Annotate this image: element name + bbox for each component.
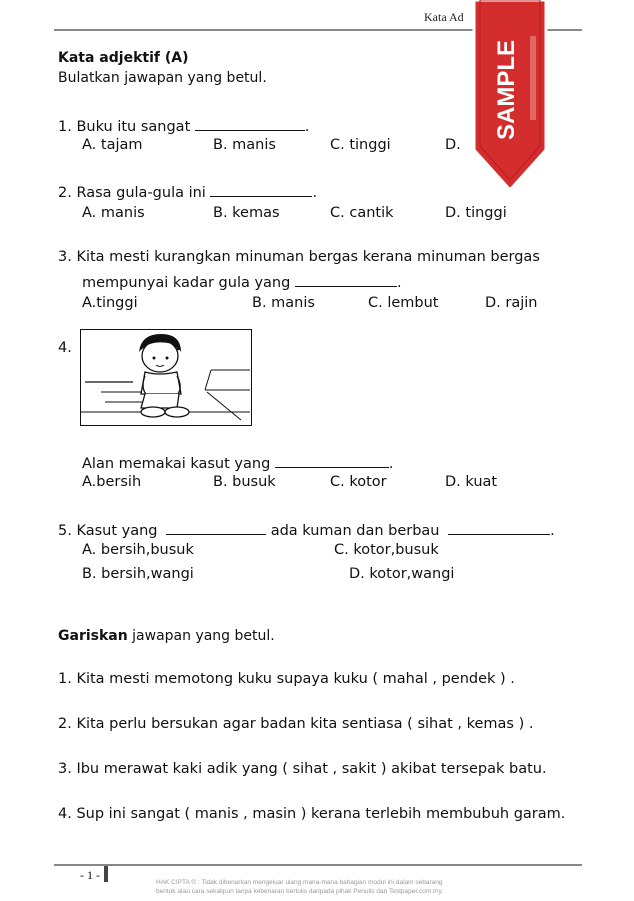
option-5a[interactable]: A. bersih,busuk [82, 542, 194, 558]
copyright-line-2: bentuk atau cara sekalipun tanpa kebenaran bertulis daripada pihak Penulis dan Testpaper.com.my. [156, 888, 444, 895]
option-4d[interactable]: D. kuat [445, 474, 498, 490]
option-2d[interactable]: D. tinggi [445, 205, 507, 221]
section-b-rest: jawapan yang betul. [127, 628, 275, 644]
question-1-tail: . [304, 119, 310, 135]
question-4-stem: Alan memakai kasut yang [82, 456, 271, 472]
option-1a[interactable]: A. tajam [82, 137, 143, 153]
footer-divider [54, 864, 582, 866]
option-1d[interactable]: D. [445, 137, 461, 153]
copyright-line-1: HAK CIPTA © : Tidak dibenarkan mengeluar ulang mana-mana bahagian modul ini dalam sebarang [156, 879, 443, 886]
option-4a[interactable]: A.bersih [82, 474, 142, 490]
question-1-stem: 1. Buku itu sangat [58, 119, 191, 135]
underline-item-1: 1. Kita mesti memotong kuku supaya kuku ( mahal , pendek ) . [58, 671, 515, 687]
question-3-line-1: 3. Kita mesti kurangkan minuman bergas kerana minuman bergas [58, 249, 540, 265]
underline-item-2: 2. Kita perlu bersukan agar badan kita sentiasa ( sihat , kemas ) . [58, 716, 534, 732]
question-4-number: 4. [58, 340, 72, 356]
option-3c[interactable]: C. lembut [368, 295, 439, 311]
stamp-subline [530, 36, 536, 120]
option-2b[interactable]: B. kemas [213, 205, 280, 221]
question-4-sentence [82, 453, 394, 472]
underline-item-4: 4. Sup ini sangat ( manis , masin ) kerana terlebih membubuh garam. [58, 806, 566, 822]
worksheet-title: Kata adjektif (A) [58, 50, 189, 66]
option-5c[interactable]: C. kotor,busuk [334, 542, 439, 558]
worksheet-instruction: Bulatkan jawapan yang betul. [58, 70, 267, 86]
answer-blank[interactable] [295, 272, 397, 287]
question-1 [58, 116, 309, 135]
question-3-tail: . [396, 275, 402, 291]
header-title [424, 10, 464, 25]
page-number-bar [104, 866, 108, 882]
option-5b[interactable]: B. bersih,wangi [82, 566, 194, 582]
answer-blank[interactable] [195, 116, 305, 131]
answer-blank[interactable] [448, 520, 550, 535]
question-5-stem: 5. Kasut yang [58, 523, 158, 539]
stamp-text: SAMPLE [493, 39, 520, 141]
question-2 [58, 182, 317, 201]
option-5d[interactable]: D. kotor,wangi [349, 566, 455, 582]
option-1c[interactable]: C. tinggi [330, 137, 391, 153]
sample-stamp [470, 0, 550, 192]
boy-illustration [81, 330, 250, 424]
question-5 [58, 520, 555, 539]
answer-blank[interactable] [166, 520, 266, 535]
question-3-line-2 [82, 272, 402, 291]
option-1b[interactable]: B. manis [213, 137, 276, 153]
section-b-bold: Gariskan [58, 628, 128, 644]
option-4b[interactable]: B. busuk [213, 474, 276, 490]
copyright-notice [156, 878, 516, 896]
page-number: - 1 - [80, 868, 100, 882]
option-3b[interactable]: B. manis [252, 295, 315, 311]
answer-blank[interactable] [210, 182, 312, 197]
question-2-tail: . [312, 185, 318, 201]
section-b-instruction [58, 628, 275, 644]
question-5-tail: . [550, 523, 555, 539]
question-3-stem: mempunyai kadar gula yang [82, 275, 291, 291]
option-4c[interactable]: C. kotor [330, 474, 387, 490]
underline-item-3: 3. Ibu merawat kaki adik yang ( sihat , sakit ) akibat tersepak batu. [58, 761, 547, 777]
answer-blank[interactable] [275, 453, 389, 468]
question-2-stem: 2. Rasa gula-gula ini [58, 185, 206, 201]
question-4-tail: . [388, 456, 394, 472]
header-title-text: Kata Ad [424, 10, 464, 24]
question-5-middle: ada kuman dan berbau [270, 523, 440, 539]
boy-wearing-shoes-illustration [80, 329, 252, 426]
option-3a[interactable]: A.tinggi [82, 295, 138, 311]
option-2a[interactable]: A. manis [82, 205, 145, 221]
option-2c[interactable]: C. cantik [330, 205, 394, 221]
option-3d[interactable]: D. rajin [485, 295, 538, 311]
